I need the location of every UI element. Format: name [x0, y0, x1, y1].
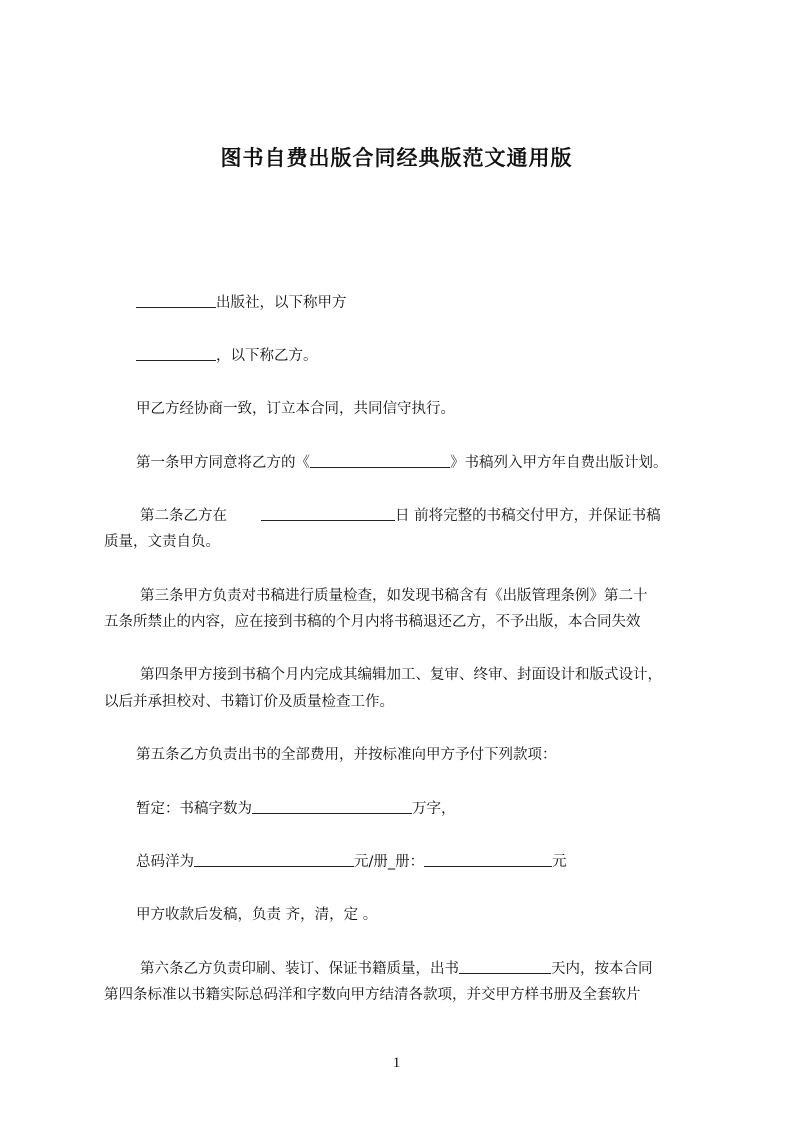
paragraph-article-6-line-2: 第四条标准以书籍实际总码洋和字数向甲方结清各款项，并交甲方样书册及全套软片: [104, 987, 641, 1003]
paragraph-text: 第一条甲方同意将乙方的《: [136, 455, 310, 471]
paragraph-article-2-line-1: [140, 506, 661, 525]
paragraph-article-3-line-1: 第三条甲方负责对书稿进行质量检查，如发现书稿含有《出版管理条例》第二十: [140, 588, 648, 604]
blank-line: [194, 852, 354, 867]
blank-line: [459, 959, 551, 974]
blank-line: [252, 799, 412, 814]
paragraph-text: 万字，: [412, 801, 456, 817]
paragraph-text: 总码洋为: [136, 854, 194, 870]
paragraph-word-count: [136, 799, 456, 818]
paragraph-text: 天内，按本合同: [551, 961, 653, 977]
paragraph-receipt: 甲方收款后发稿，负责 齐，清，定 。: [136, 907, 378, 923]
blank-line: [424, 852, 552, 867]
paragraph-article-1: [136, 453, 668, 472]
paragraph-text: 元/册_册：: [354, 854, 425, 870]
paragraph-article-5: 第五条乙方负责出书的全部费用，并按标准向甲方予付下列款项：: [136, 747, 557, 763]
paragraph-article-2-line-2: 质量，文责自负。: [104, 534, 220, 550]
paragraph-intro: 甲乙方经协商一致，订立本合同，共同信守执行。: [136, 401, 455, 417]
paragraph-article-4-line-2: 以后并承担校对、书籍订价及质量检查工作。: [104, 694, 394, 710]
blank-line: [310, 453, 450, 468]
document-title: 图书自费出版合同经典版范文通用版: [220, 146, 573, 170]
paragraph-total-price: [136, 852, 567, 871]
paragraph-text: 出版社，以下称甲方: [216, 295, 347, 311]
page-number: 1: [392, 1055, 401, 1071]
paragraph-text: 第六条乙方负责印刷、装订、保证书籍质量，出书: [140, 961, 459, 977]
blank-line: [136, 293, 216, 308]
paragraph-article-6-line-1: [140, 959, 653, 978]
paragraph-text: 》书稿列入甲方年自费出版计划。: [450, 455, 668, 471]
paragraph-article-4-line-1: 第四条甲方接到书稿个月内完成其编辑加工、复审、终审、封面设计和版式设计，: [140, 667, 662, 683]
paragraph-text: 暂定：书稿字数为: [136, 801, 252, 817]
paragraph-text: 第二条乙方在: [140, 508, 227, 524]
paragraph-text: 元: [552, 854, 567, 870]
paragraph-party-b: [136, 346, 318, 365]
paragraph-text: 日 前将完整的书稿交付甲方，并保证书稿: [395, 508, 661, 524]
blank-line: [261, 506, 395, 521]
paragraph-text: ，以下称乙方。: [216, 348, 318, 364]
paragraph-article-3-line-2: 五条所禁止的内容，应在接到书稿的个月内将书稿退还乙方，不予出版，本合同失效: [104, 614, 641, 630]
paragraph-party-a: [136, 293, 347, 312]
blank-line: [136, 346, 216, 361]
